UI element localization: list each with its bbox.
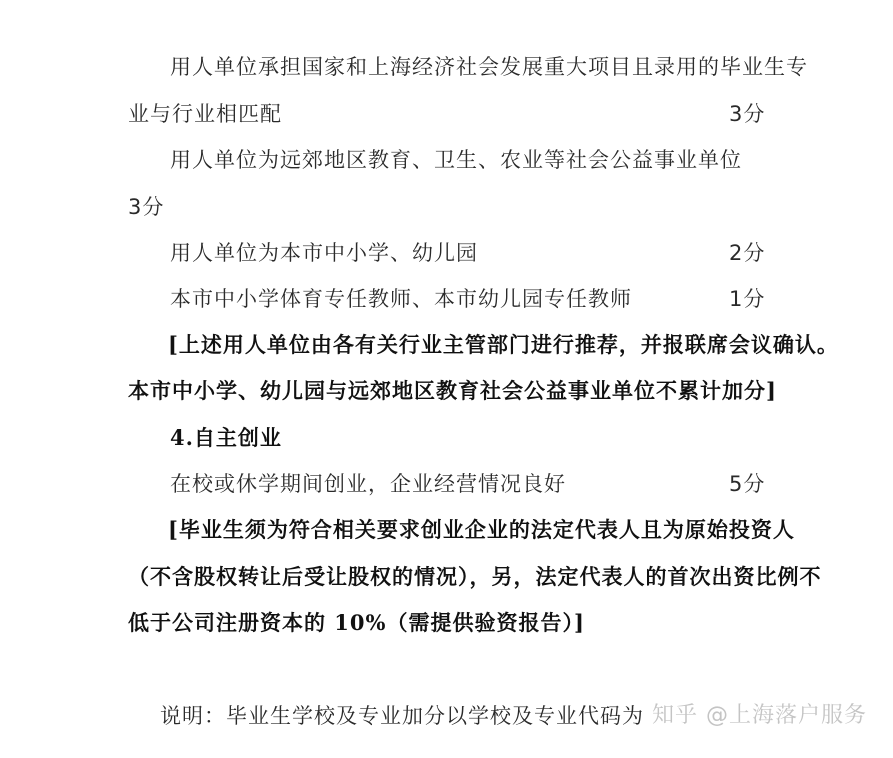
text-line-3: 用人单位为远郊地区教育、卫生、农业等社会公益事业单位 [170,148,742,172]
bold-note-line-2: 本市中小学、幼儿园与远郊地区教育社会公益事业单位不累计加分] [128,378,777,403]
section-heading: 4.自主创业 [170,425,282,450]
bold-note-line-3: [毕业生须为符合相关要求创业企业的法定代表人且为原始投资人 [168,517,795,542]
explanation-line: 说明：毕业生学校及专业加分以学校及专业代码为 [160,704,644,728]
score-line-5: 2分 [729,241,766,265]
text-line-1: 用人单位承担国家和上海经济社会发展重大项目且录用的毕业生专 [170,55,808,79]
bold-note-line-4: （不含股权转让后受让股权的情况），另，法定代表人的首次出资比例不 [128,564,822,589]
score-line-9: 5分 [729,472,766,496]
watermark-text: 知乎 @上海落户服务 [652,703,867,728]
score-line-6: 1分 [729,287,766,311]
text-line-5: 用人单位为本市中小学、幼儿园 [170,241,478,265]
text-line-2: 业与行业相匹配 [128,102,282,126]
text-line-9: 在校或休学期间创业，企业经营情况良好 [170,472,566,496]
bold-note-line-5: 低于公司注册资本的 10%（需提供验资报告）] [128,610,585,635]
score-line-2: 3分 [729,102,766,126]
bold-note-line-1: [上述用人单位由各有关行业主管部门进行推荐，并报联席会议确认。 [168,332,839,357]
score-line-4: 3分 [128,195,165,219]
text-line-6: 本市中小学体育专任教师、本市幼儿园专任教师 [170,287,632,311]
